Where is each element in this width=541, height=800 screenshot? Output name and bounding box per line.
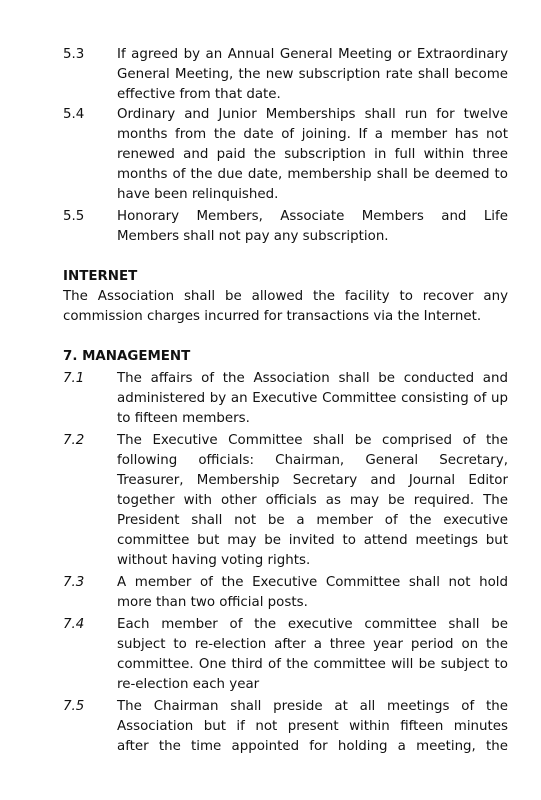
clause-text-line: to fifteen members. xyxy=(117,411,250,426)
clause-text-line: renewed and paid the subscription in full within three xyxy=(117,147,508,162)
clause-text-line: without having voting rights. xyxy=(117,553,311,568)
clause-number: 7.2 xyxy=(63,433,85,448)
clause-text-line: committee but may be invited to attend meetings but xyxy=(117,533,508,548)
clause-text-line: Honorary Members, Associate Members and Life xyxy=(117,209,508,224)
clause-number: 5.3 xyxy=(63,47,85,62)
paragraph-line: The Association shall be allowed the facility to recover any xyxy=(63,289,508,304)
clause-text-line: administered by an Executive Committee consisting of up xyxy=(117,391,508,406)
clause-text-line: months of the due date, membership shall be deemed to xyxy=(117,167,508,182)
section-heading-management: 7. MANAGEMENT xyxy=(63,349,191,364)
clause-text-line: Members shall not pay any subscription. xyxy=(117,229,389,244)
clause-text-line: after the time appointed for holding a meeting, the xyxy=(117,739,508,754)
clause-text-line: committee. One third of the committee will be subject to xyxy=(117,657,508,672)
clause-text-line: The affairs of the Association shall be conducted and xyxy=(117,371,508,386)
clause-number: 5.5 xyxy=(63,209,85,224)
clause-text-line: have been relinquished. xyxy=(117,187,279,202)
clause-text-line: together with other officials as may be required. The xyxy=(117,493,508,508)
clause-text-line: months from the date of joining. If a member has not xyxy=(117,127,508,142)
clause-text-line: following officials: Chairman, General Secretary, xyxy=(117,453,508,468)
clause-text-line: If agreed by an Annual General Meeting or Extraordinary xyxy=(117,47,508,62)
clause-text-line: Treasurer, Membership Secretary and Journal Editor xyxy=(117,473,508,488)
clause-number: 7.5 xyxy=(63,699,85,714)
clause-text-line: subject to re-election after a three year period on the xyxy=(117,637,508,652)
clause-text-line: effective from that date. xyxy=(117,87,281,102)
clause-number: 7.3 xyxy=(63,575,85,590)
clause-text-line: Association but if not present within fifteen minutes xyxy=(117,719,508,734)
paragraph-line: commission charges incurred for transactions via the Internet. xyxy=(63,309,482,324)
clause-text-line: President shall not be a member of the executive xyxy=(117,513,508,528)
clause-number: 5.4 xyxy=(63,107,85,122)
clause-text-line: The Chairman shall preside at all meetings of the xyxy=(117,699,508,714)
section-heading-internet: INTERNET xyxy=(63,269,138,284)
clause-text-line: re-election each year xyxy=(117,677,260,692)
clause-text-line: Ordinary and Junior Memberships shall run for twelve xyxy=(117,107,508,122)
clause-text-line: General Meeting, the new subscription rate shall become xyxy=(117,67,508,82)
clause-text-line: The Executive Committee shall be comprised of the xyxy=(117,433,508,448)
clause-text-line: Each member of the executive committee shall be xyxy=(117,617,508,632)
clause-number: 7.1 xyxy=(63,371,85,386)
clause-text-line: more than two official posts. xyxy=(117,595,308,610)
clause-text-line: A member of the Executive Committee shall not hold xyxy=(117,575,508,590)
clause-number: 7.4 xyxy=(63,617,85,632)
